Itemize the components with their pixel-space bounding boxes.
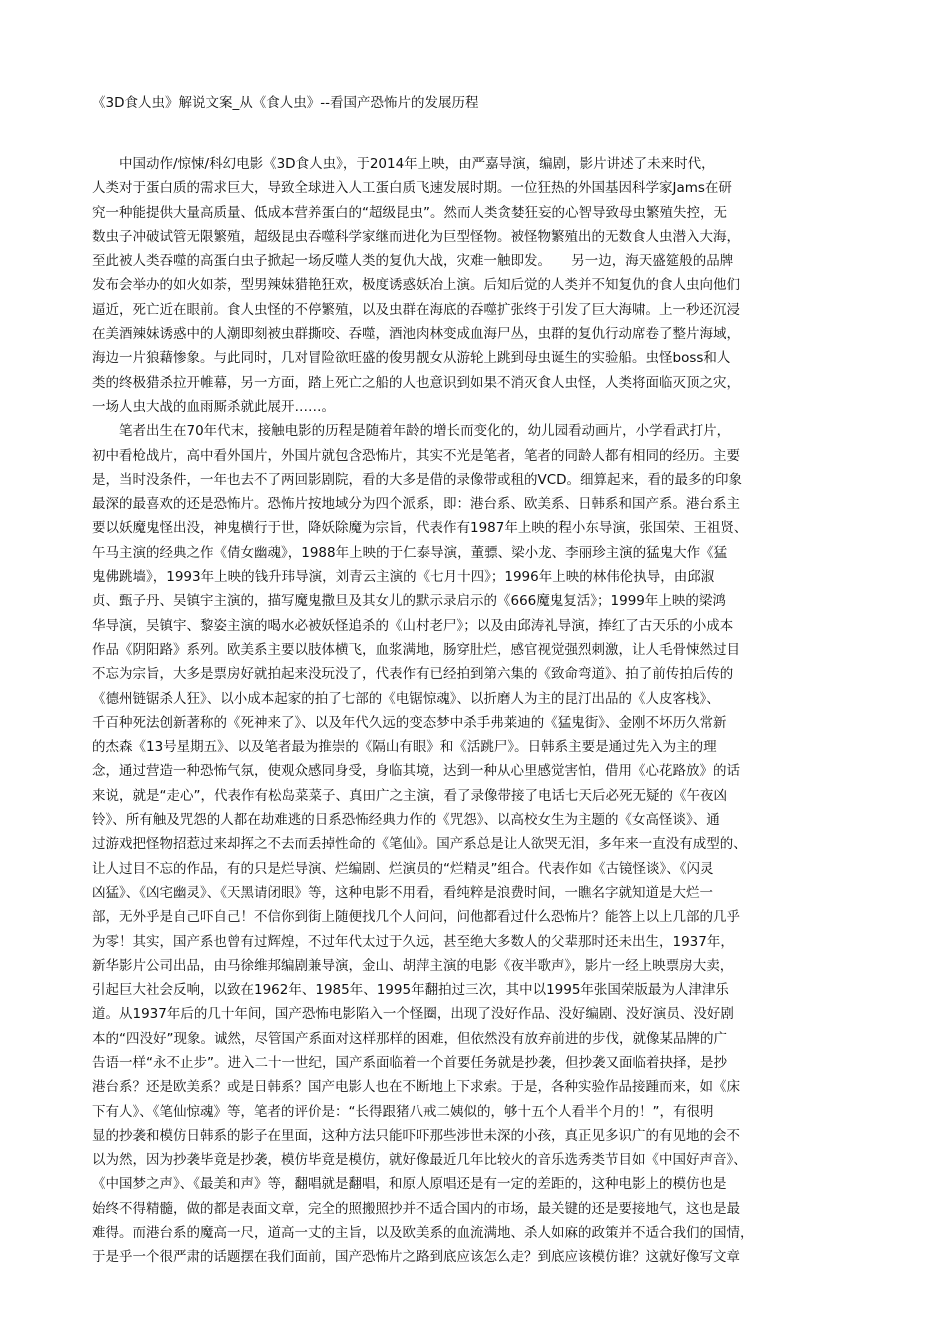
text-line: 人类对于蛋白质的需求巨大，导致全球进入人工蛋白质飞速发展时期。一位狂热的外国基因科学家Jams在研 [92,180,732,197]
text-line: 本的“四没好”现象。诚然，尽管国产系面对这样那样的困难，但依然没有放弃前进的步伐，就像某品牌的广 [92,1030,727,1047]
text-line: 华导演，吴镇宇、黎姿主演的喝水必被妖怪追杀的《山村老尸》；以及由邱涛礼导演，捧红了古天乐的小成本 [92,617,734,634]
paragraph-1 [92,152,867,419]
text-line: 一场人虫大战的血雨厮杀就此展开……。 [92,398,335,415]
text-line: 《德州链锯杀人狂》、以小成本起家的拍了七部的《电锯惊魂》、以折磨人为主的昆汀出品的《人皮客栈》、 [92,690,720,707]
text-line: 以为然，因为抄袭毕竟是抄袭，模仿毕竟是模仿，就好像最近几年比较火的音乐选秀类节目如《中国好声音》、 [92,1152,747,1169]
text-line: 初中看枪战片，高中看外国片，外国片就包含恐怖片，其实不光是笔者，笔者的同龄人都有相同的经历。主要 [92,447,740,464]
text-line: 部，无外乎是自己吓自己！不信你到街上随便找几个人问问，问他都看过什么恐怖片？能答上以上几部的几乎 [92,909,740,926]
text-line: 是，当时没条件，一年也去不了两回影剧院，看的大多是借的录像带或租的VCD。细算起来，看的最多的印象 [92,471,743,488]
text-line: 在美酒辣妹诱惑中的人潮即刻被虫群撕咬、吞噬，酒池肉林变成血海尸丛，虫群的复仇行动席卷了整片海域， [92,326,740,343]
text-line: 港台系？还是欧美系？或是日韩系？国产电影人也在不断地上下求索。于是，各种实验作品接踵而来，如《床 [92,1079,740,1096]
text-line: 中国动作/惊悚/科幻电影《3D食人虫》，于2014年上映，由严嘉导演，编剧，影片讲述了未来时代， [92,156,715,172]
text-line: 作品《阴阳路》系列。欧美系主要以肢体横飞，血浆满地，肠穿肚烂，感官视觉强烈刺激，让人毛骨悚然过目 [92,641,740,658]
text-line: 究一种能提供大量高质量、低成本营养蛋白的“超级昆虫”。然而人类贪婪狂妄的心智导致母虫繁殖失控，无 [92,204,727,221]
text-line: 来说，就是“走心”，代表作有松岛菜菜子、真田广之主演，看了录像带接了电话七天后必死无疑的《午夜凶 [92,787,727,804]
text-line: 海边一片狼藉惨象。与此同时，几对冒险欲旺盛的俊男靓女从游轮上跳到母虫诞生的实验船。虫怪boss和人 [92,350,731,367]
text-line: 的杰森《13号星期五》、以及笔者最为推崇的《隔山有眼》和《活跳尸》。日韩系主要是通过先入为主的理 [92,739,717,756]
text-line: 笔者出生在70年代末，接触电影的历程是随着年龄的增长而变化的，幼儿园看动画片，小学看武打片， [92,423,731,440]
text-line: 至此被人类吞噬的高蛋白虫子掀起一场反噬人类的复仇大战，灾难一触即发。 另一边，海天盛筵般的品牌 [92,253,734,270]
text-line: 念，通过营造一种恐怖气氛，使观众感同身受，身临其境，达到一种从心里感觉害怕，借用《心花路放》的话 [92,763,740,780]
paragraph-2 [92,419,867,1269]
text-line: 最深的最喜欢的还是恐怖片。恐怖片按地域分为四个派系，即：港台系、欧美系、日韩系和国产系。港台系主 [92,496,740,513]
document-title: 《3D食人虫》解说文案_从《食人虫》--看国产恐怖片的发展历程 [92,95,479,111]
text-line: 《中国梦之声》、《最美和声》等，翻唱就是翻唱，和原人原唱还是有一定的差距的，这种电影上的模仿也是 [92,1176,727,1193]
text-line: 类的终极猎杀拉开帷幕，另一方面，踏上死亡之船的人也意识到如果不消灭食人虫怪，人类将面临灭顶之灾， [92,374,740,391]
text-line: 下有人》、《笔仙惊魂》等，笔者的评价是：“长得跟猪八戒二姨似的，够十五个人看半个月的！”，有很明 [92,1103,714,1120]
text-line: 午马主演的经典之作《倩女幽魂》，1988年上映的于仁泰导演，董骠、梁小龙、李丽珍主演的猛鬼大作《猛 [92,544,728,561]
text-line: 不忘为宗旨，大多是票房好就拍起来没玩没了，代表作有已经拍到第六集的《致命弯道》、拍了前传拍后传的 [92,666,734,683]
text-line: 贞、甄子丹、吴镇宇主演的，描写魔鬼撒旦及其女儿的默示录启示的《666魔鬼复活》；1999年上映的梁鸿 [92,593,726,610]
document-body [92,152,867,1270]
text-line: 发布会举办的如火如荼，型男辣妹猎艳狂欢，极度诱惑妖冶上演。后知后觉的人类并不知复仇的食人虫向他们 [92,277,740,294]
text-line: 难得。而港台系的魔高一尺，道高一丈的主旨，以及欧美系的血流满地、杀人如麻的政策并不适合我们的国情， [92,1225,754,1242]
text-line: 千百种死法创新著称的《死神来了》、以及年代久远的变态梦中杀手弗莱迪的《猛鬼街》、金刚不坏历久常新 [92,714,727,731]
text-line: 始终不得精髓，做的都是表面文章，完全的照搬照抄并不适合国内的市场，最关键的还是要接地气，这也是最 [92,1200,740,1217]
text-line: 过游戏把怪物招惹过来却挥之不去而丢掉性命的《笔仙》。国产系总是让人欲哭无泪，多年来一直没有成型的、 [92,836,747,853]
text-line: 显的抄袭和模仿日韩系的影子在里面，这种方法只能吓吓那些涉世未深的小孩，真正见多识广的有见地的会不 [92,1127,740,1144]
text-line: 要以妖魔鬼怪出没，神鬼横行于世，降妖除魔为宗旨，代表作有1987年上映的程小东导演，张国荣、王祖贤、 [92,520,748,537]
document-page [92,92,867,1270]
text-line: 为零！其实，国产系也曾有过辉煌，不过年代太过于久远，甚至绝大多数人的父辈那时还未出生，1937年， [92,933,734,950]
text-line: 数虫子冲破试管无限繁殖，超级昆虫吞噬科学家继而进化为巨型怪物。被怪物繁殖出的无数食人虫潜入大海， [92,228,740,245]
text-line: 铃》、所有触及咒怨的人都在劫难逃的日系恐怖经典力作的《咒怨》、以高校女生为主题的《女高怪谈》、通 [92,812,720,829]
text-line: 凶猛》、《凶宅幽灵》、《天黑请闭眼》等，这种电影不用看，看纯粹是浪费时间，一瞧名字就知道是大烂一 [92,884,713,901]
text-line: 逼近，死亡近在眼前。食人虫怪的不停繁殖，以及虫群在海底的吞噬扩张终于引发了巨大海啸。上一秒还沉浸 [92,301,740,318]
text-line: 鬼佛跳墙》，1993年上映的钱升玮导演，刘青云主演的《七月十四》；1996年上映的林伟伦执导，由邱淑 [92,569,715,586]
text-line: 让人过目不忘的作品，有的只是烂导演、烂编剧、烂演员的“烂精灵”组合。代表作如《古镜怪谈》、《闪灵 [92,860,714,877]
text-line: 道。从1937年后的几十年间，国产恐怖电影陷入一个怪圈，出现了没好作品、没好编剧、没好演员、没好剧 [92,1006,734,1023]
text-line: 告语一样“永不止步”。进入二十一世纪，国产系面临着一个首要任务就是抄袭，但抄袭又面临着抉择，是抄 [92,1054,727,1071]
text-line: 新华影片公司出品，由马徐维邦编剧兼导演，金山、胡萍主演的电影《夜半歌声》，影片一经上映票房大卖， [92,957,734,974]
text-line: 引起巨大社会反响，以致在1962年、1985年、1995年翻拍过三次，其中以1995年张国荣版最为人津津乐 [92,982,729,999]
text-line: 于是乎一个很严肃的话题摆在我们面前，国产恐怖片之路到底应该怎么走？到底应该模仿谁？这就好像写文章 [92,1249,740,1266]
